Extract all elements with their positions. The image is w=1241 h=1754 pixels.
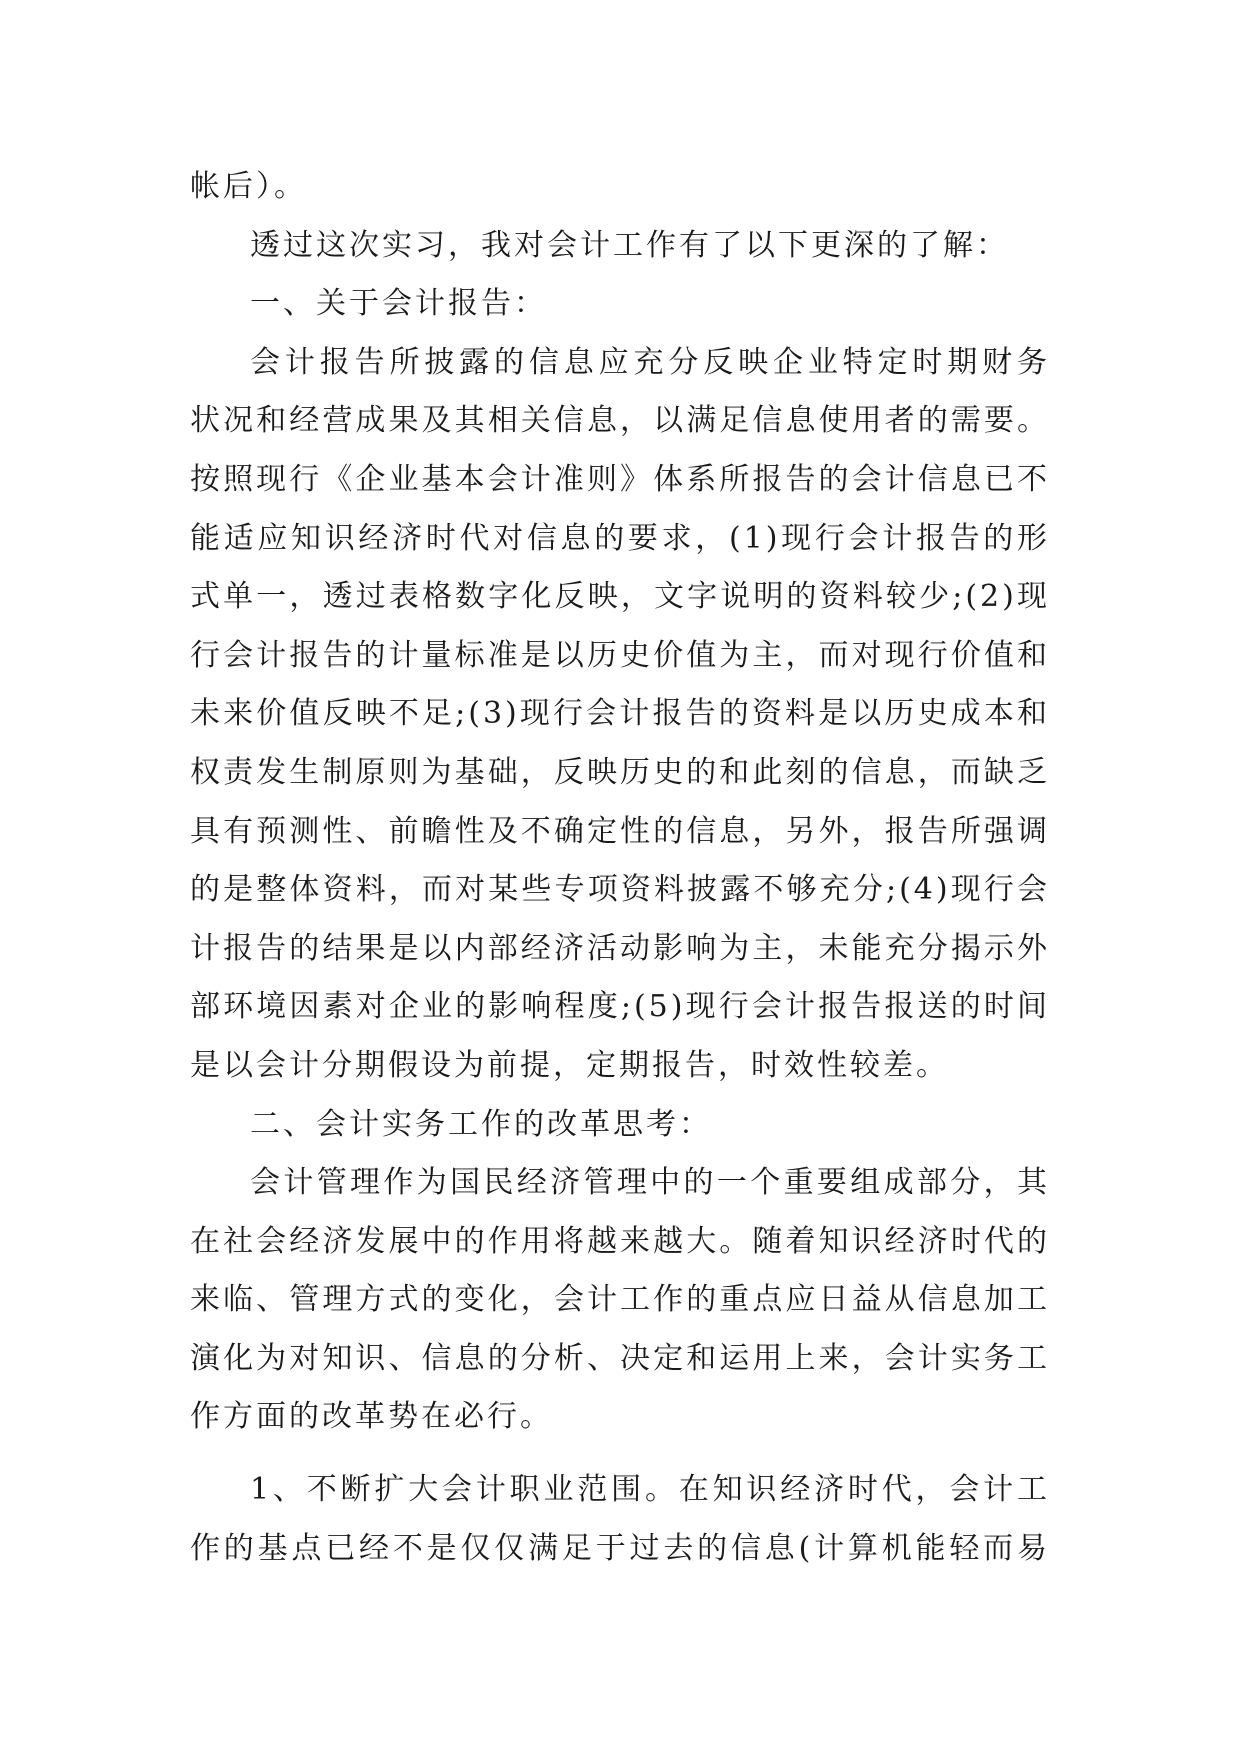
text-line: 按照现行《企业基本会计准则》体系所报告的会计信息已不	[190, 461, 1050, 497]
text-line: 是以会计分期假设为前提，定期报告，时效性较差。	[190, 1047, 949, 1083]
text-line: 来临、管理方式的变化，会计工作的重点应日益从信息加工	[190, 1282, 1050, 1318]
text-line: 具有预测性、前瞻性及不确定性的信息，另外，报告所强调	[190, 813, 1050, 849]
text-line: 式单一，透过表格数字化反映，文字说明的资料较少;(2)现	[190, 579, 1050, 615]
text-line: 会计管理作为国民经济管理中的一个重要组成部分，其	[250, 1165, 1050, 1201]
text-line: 1、不断扩大会计职业范围。在知识经济时代，会计工	[250, 1472, 1050, 1508]
document-body	[190, 158, 1050, 1578]
text-line: 作方面的改革势在必行。	[190, 1399, 553, 1435]
text-line: 作的基点已经不是仅仅满足于过去的信息(计算机能轻而易	[190, 1530, 1050, 1566]
text-line: 计报告的结果是以内部经济活动影响为主，未能充分揭示外	[190, 930, 1050, 966]
text-line: 的是整体资料，而对某些专项资料披露不够充分;(4)现行会	[190, 872, 1050, 908]
text-line: 透过这次实习，我对会计工作有了以下更深的了解：	[250, 227, 1009, 263]
text-line: 二、会计实务工作的改革思考：	[250, 1106, 712, 1142]
text-line: 演化为对知识、信息的分析、决定和运用上来，会计实务工	[190, 1340, 1050, 1376]
text-line: 行会计报告的计量标准是以历史价值为主，而对现行价值和	[190, 637, 1050, 673]
paragraph-gap	[190, 1447, 1050, 1461]
text-line: 状况和经营成果及其相关信息，以满足信息使用者的需要。	[190, 403, 1050, 439]
text-line: 权责发生制原则为基础，反映历史的和此刻的信息，而缺乏	[190, 754, 1050, 790]
text-line: 在社会经济发展中的作用将越来越大。随着知识经济时代的	[190, 1223, 1050, 1259]
text-line: 部环境因素对企业的影响程度;(5)现行会计报告报送的时间	[190, 989, 1050, 1025]
text-line: 能适应知识经济时代对信息的要求，(1)现行会计报告的形	[190, 520, 1050, 556]
text-line: 帐后）。	[190, 169, 307, 204]
text-line: 未来价值反映不足;(3)现行会计报告的资料是以历史成本和	[190, 696, 1050, 732]
text-line: 会计报告所披露的信息应充分反映企业特定时期财务	[250, 344, 1050, 380]
text-line: 一、关于会计报告：	[250, 286, 547, 322]
